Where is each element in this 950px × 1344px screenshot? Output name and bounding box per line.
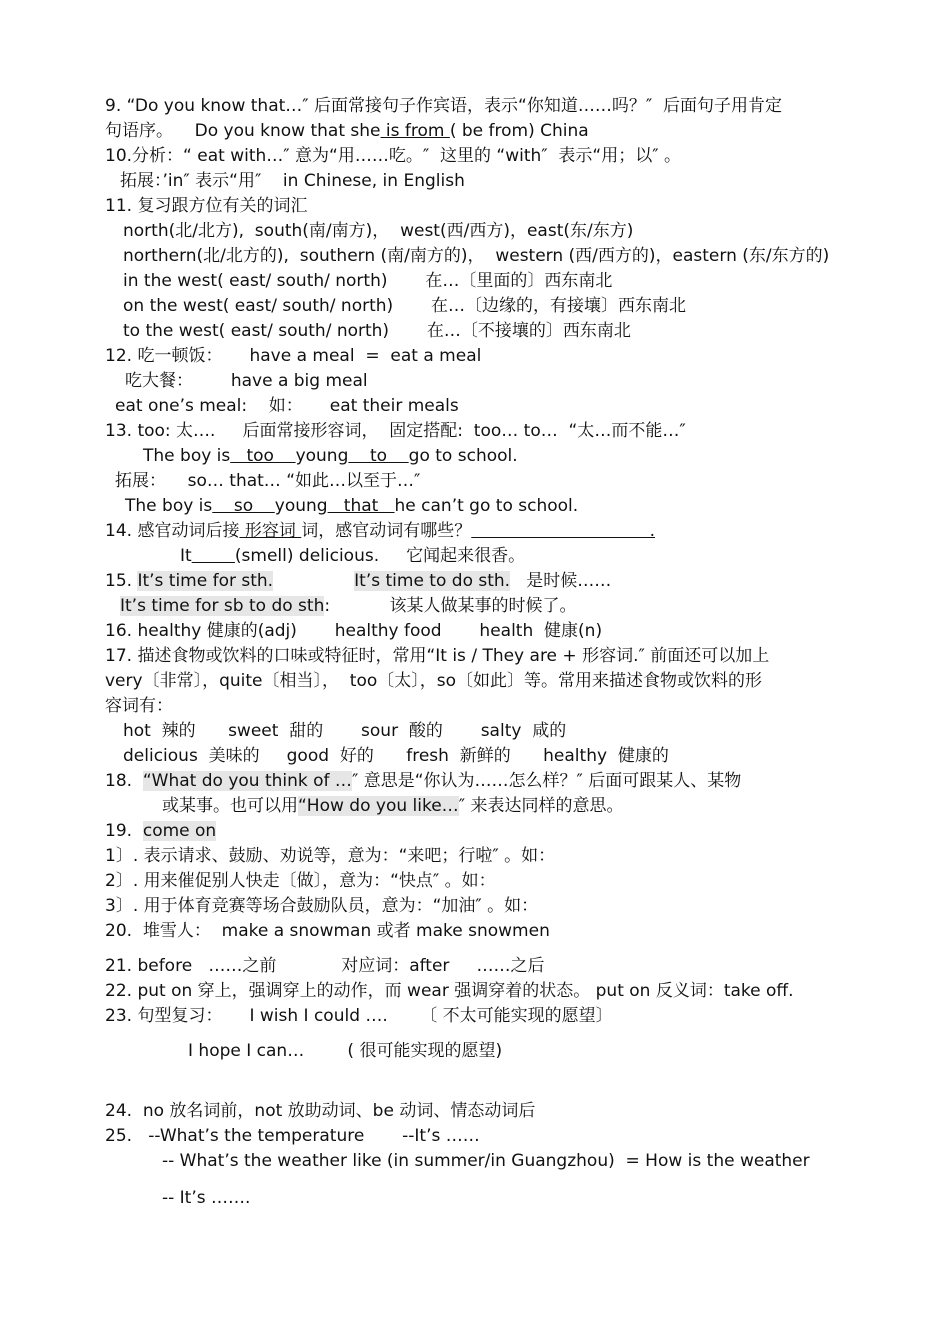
note-line-25-b: -- What’s the weather like (in summer/in Guangzhou) = How is the weather <box>162 1151 810 1171</box>
note-line-10: 10.分析：“ eat with…″ 意为“用……吃。″ 这里的 “with″ 表示“用；以″ 。 <box>105 146 681 166</box>
note-line-21: 21. before ……之前 对应词：after ……之后 <box>105 956 545 976</box>
highlight-phrase: It’s time to do sth. <box>354 571 511 591</box>
note-line-17-c: 容词有： <box>105 696 173 716</box>
note-line-15: 15. It’s time for sth. It’s time to do sth. 是时候…… <box>105 571 612 591</box>
answer-blank: that <box>327 496 395 516</box>
note-line-11: 11. 复习跟方位有关的词汇 <box>105 196 308 216</box>
note-line-12: 12. 吃一顿饭： have a meal = eat a meal <box>105 346 482 366</box>
direction-line-2: northern(北/北方的), southern (南/南方的)， western (西/西方的)，eastern (东/东方的) <box>123 246 830 266</box>
answer-blank: 形容词 <box>239 521 302 541</box>
note-line-19: 19. come on <box>105 821 217 841</box>
note-line-17: 17. 描述食物或饮料的口味或特征时，常用“It is / They are + 形容词.″ 前面还可以加上 <box>105 646 770 666</box>
note-line-13-ext: 拓展： so… that… “如此…以至于…″ <box>115 471 421 491</box>
example-so-that: The boy is so young that he can’t go to school. <box>125 496 579 516</box>
answer-blank: so <box>212 496 275 516</box>
note-line-14: 14. 感官动词后接 形容词 词，感官动词有哪些？ . <box>105 521 655 541</box>
note-line-18: 18. “What do you think of …″ 意思是“你认为……怎么样？″ 后面可跟某人、某物 <box>105 771 742 791</box>
direction-line-3: in the west( east/ south/ north) 在…〔里面的〕西东南北 <box>123 271 613 291</box>
highlight-phrase: It’s time for sb to do sth <box>120 596 325 616</box>
note-line-10-ext: 拓展：’in″ 表示“用″ in Chinese, in English <box>120 171 465 191</box>
note-line-17-b: very〔非常〕，quite〔相当〕， too〔太〕，so〔如此〕等。常用来描述食物或饮料的形 <box>105 671 763 691</box>
note-line-9-cont: 句语序。 Do you know that she is from ( be from) China <box>105 121 589 141</box>
note-line-15-b: It’s time for sb to do sth: 该某人做某事的时候了。 <box>120 596 577 616</box>
answer-blank: too <box>230 446 296 466</box>
note-line-23-b: I hope I can… ( 很可能实现的愿望) <box>188 1041 503 1061</box>
fill-blank: . <box>471 521 655 541</box>
example-smell: It (smell) delicious. 它闻起来很香。 <box>180 546 526 566</box>
fill-blank <box>192 546 235 566</box>
highlight-phrase: It’s time for sth. <box>137 571 274 591</box>
note-line-13: 13. too: 太…. 后面常接形容词， 固定搭配: too… to… “太…而不能…″ <box>105 421 686 441</box>
come-on-usage-1: 1〕. 表示请求、鼓励、劝说等，意为：“来吧；行啦″ 。如： <box>105 846 556 866</box>
adjective-list-1: hot 辣的 sweet 甜的 sour 酸的 salty 咸的 <box>123 721 567 741</box>
note-line-18-b: 或某事。也可以用“How do you like…″ 来表达同样的意思。 <box>162 796 624 816</box>
note-line-20: 20. 堆雪人： make a snowman 或者 make snowmen <box>105 921 550 941</box>
come-on-usage-3: 3〕. 用于体育竞赛等场合鼓励队员，意为：“加油″ 。如： <box>105 896 539 916</box>
note-line-16: 16. healthy 健康的(adj) healthy food health 健康(n) <box>105 621 603 641</box>
note-line-25-c: -- It’s ……. <box>162 1188 251 1208</box>
direction-line-1: north(北/北方), south(南/南方)， west(西/西方)，east(东/东方) <box>123 221 634 241</box>
note-line-23: 23. 句型复习： I wish I could …. 〔 不太可能实现的愿望〕 <box>105 1006 613 1026</box>
example-too: The boy is too young to go to school. <box>143 446 518 466</box>
note-line-12-c: eat one’s meal: 如： eat their meals <box>115 396 459 416</box>
come-on-usage-2: 2〕. 用来催促别人快走〔做〕，意为：“快点″ 。如： <box>105 871 496 891</box>
answer-blank: is from <box>380 121 450 141</box>
note-line-12-b: 吃大餐： have a big meal <box>125 371 368 391</box>
note-line-25: 25. --What’s the temperature --It’s …… <box>105 1126 480 1146</box>
highlight-phrase: “What do you think of … <box>142 771 352 791</box>
answer-blank: to <box>348 446 409 466</box>
note-line-9: 9. “Do you know that…″ 后面常接句子作宾语，表示“你知道……吗？″ 后面句子用肯定 <box>105 96 783 116</box>
direction-line-5: to the west( east/ south/ north) 在…〔不接壤的〕西东南北 <box>123 321 631 341</box>
highlight-phrase: “How do you like… <box>298 796 459 816</box>
note-line-24: 24. no 放名词前，not 放助动词、be 动词、情态动词后 <box>105 1101 536 1121</box>
highlight-phrase: come on <box>142 821 217 841</box>
direction-line-4: on the west( east/ south/ north) 在…〔边缘的，有接壤〕西东南北 <box>123 296 686 316</box>
adjective-list-2: delicious 美味的 good 好的 fresh 新鲜的 healthy 健康的 <box>123 746 669 766</box>
note-line-22: 22. put on 穿上，强调穿上的动作，而 wear 强调穿着的状态。 put on 反义词：take off. <box>105 981 794 1001</box>
